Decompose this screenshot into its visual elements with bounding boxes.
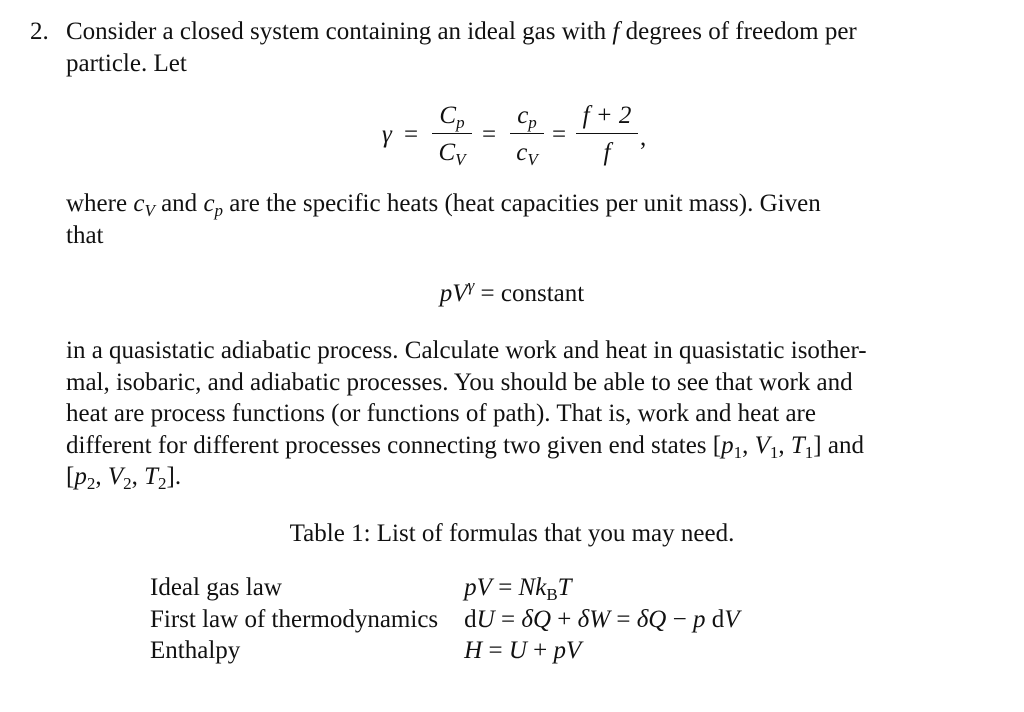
formula-name: First law of thermodynamics (150, 605, 439, 633)
process-line-1: in a quasistatic adiabatic process. Calculate work and heat in quasistatic isother- (66, 337, 867, 364)
formula-first-law: dU = δQ + δW = δQ − p dV (464, 605, 740, 633)
formula-name: Ideal gas law (150, 574, 282, 601)
fraction-cp-cv: $c_p$ $c_V$ (510, 100, 544, 168)
formula-name: Enthalpy (150, 637, 241, 664)
table-caption: Table 1: List of formulas that you may need. (289, 520, 735, 547)
formula-enthalpy: H = U + pV (464, 637, 582, 664)
intro-text-1: Consider a closed system containing an ideal gas with (66, 18, 607, 45)
cp-symbol: $c_p$ (203, 190, 224, 220)
process-line-2: mal, isobaric, and adiabatic processes. You should be able to see that work and (66, 368, 853, 396)
process-paragraph (66, 335, 964, 493)
equals-sign: = (482, 121, 497, 148)
formula-table (150, 572, 740, 667)
end-state-1: [$p_1$, $V_1$, $T_1$] (712, 431, 822, 462)
var-f: f (612, 18, 620, 45)
table-row (150, 572, 740, 604)
table-row (150, 635, 740, 667)
intro-text-2: degrees of freedom per (625, 18, 857, 45)
formula-ideal-gas: pV = $Nk_BT$ (464, 574, 572, 604)
fraction-f: f + 2 f (576, 100, 638, 168)
fraction-Cp-CV: $C_p$ $C_V$ (432, 100, 472, 168)
process-line-3: heat are process functions (or functions of path). That is, work and heat are (66, 400, 816, 427)
equation-comma: , (640, 124, 647, 151)
specific-heat-definition: where $c_V$ and $c_p$ are the specific heats (heat capacities per unit mass). Given that (66, 190, 821, 249)
equals-sign: = (404, 121, 419, 148)
cv-symbol: $c_V$ (133, 190, 155, 220)
problem-number: 2. (30, 18, 49, 45)
adiabatic-equation: $pV^\gamma$ = constant (439, 276, 585, 307)
table-row (150, 604, 740, 636)
equals-sign: = (552, 121, 567, 148)
problem-intro (66, 16, 964, 79)
intro-text-3: particle. Let (66, 49, 187, 77)
gamma-equation (380, 100, 680, 172)
process-line-4: different for different processes connecting two given end states [$p_1$, $V_1$, $T_1$] and (66, 431, 864, 462)
end-state-2: [$p_2$, $V_2$, $T_2$]. (66, 463, 182, 493)
gamma-symbol: γ (382, 121, 392, 148)
